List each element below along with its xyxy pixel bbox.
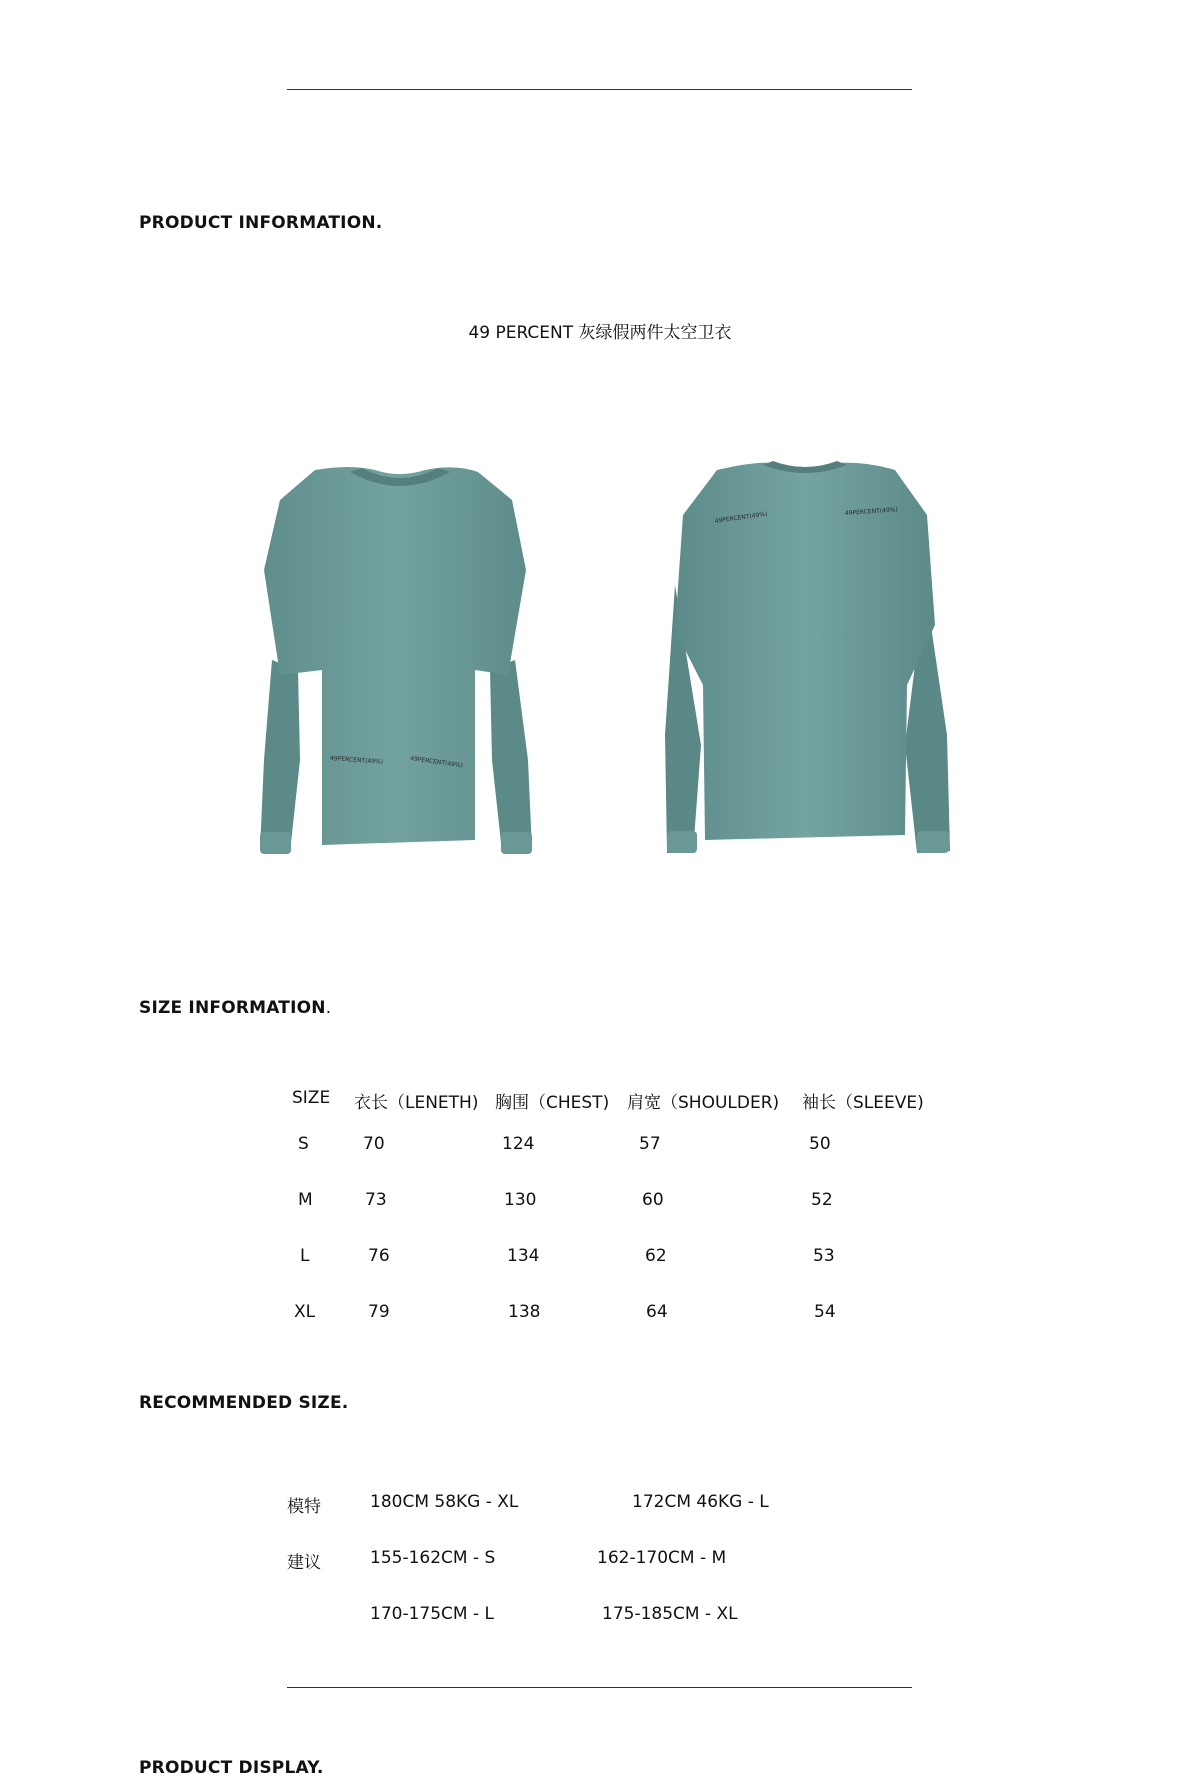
size-header-size: SIZE: [292, 1088, 331, 1108]
size-row-s-shoulder: 57: [639, 1134, 661, 1154]
size-row-m-sleeve: 52: [811, 1190, 833, 1210]
product-photo-back: [655, 455, 955, 855]
size-row-xl-size: XL: [294, 1302, 316, 1322]
suggest-s: 155-162CM - S: [370, 1548, 496, 1568]
size-row-m-shoulder: 60: [642, 1190, 664, 1210]
top-divider: [287, 89, 912, 90]
product-photo-front: [250, 460, 550, 865]
heading-size-information: [139, 998, 331, 1018]
back-print-right: 49PERCENT(49%): [844, 506, 899, 517]
suggest-label: 建议: [287, 1553, 321, 1573]
size-header-shoulder: 肩宽（SHOULDER): [627, 1093, 780, 1113]
product-title: 49 PERCENT 灰绿假两件太空卫衣: [468, 323, 732, 343]
size-header-sleeve: 袖长（SLEEVE): [802, 1093, 924, 1113]
suggest-xl: 175-185CM - XL: [602, 1604, 738, 1624]
size-row-s-size: S: [298, 1134, 309, 1154]
size-row-l-chest: 134: [507, 1246, 540, 1266]
size-row-xl-shoulder: 64: [646, 1302, 668, 1322]
size-header-length: 衣长（LENETH): [354, 1093, 479, 1113]
size-row-s-sleeve: 50: [809, 1134, 831, 1154]
size-row-m-chest: 130: [504, 1190, 537, 1210]
model-spec-1: 180CM 58KG - XL: [370, 1492, 519, 1512]
size-row-xl-sleeve: 54: [814, 1302, 836, 1322]
suggest-l: 170-175CM - L: [370, 1604, 494, 1624]
back-print-left: 49PERCENT(49%): [714, 510, 768, 525]
heading-size-information-text: SIZE INFORMATION: [139, 998, 326, 1018]
heading-size-information-dot: .: [325, 998, 332, 1018]
size-row-xl-length: 79: [368, 1302, 390, 1322]
size-row-s-chest: 124: [502, 1134, 535, 1154]
front-print-left: 49PERCENT(49%): [329, 755, 384, 766]
bottom-divider: [287, 1687, 912, 1688]
heading-product-information: PRODUCT INFORMATION.: [139, 213, 383, 233]
size-row-l-length: 76: [368, 1246, 390, 1266]
size-row-m-size: M: [298, 1190, 313, 1210]
heading-recommended-size: RECOMMENDED SIZE.: [139, 1393, 349, 1413]
front-print-right: 49PERCENT(49%): [409, 755, 464, 770]
size-row-xl-chest: 138: [508, 1302, 541, 1322]
size-header-chest: 胸围（CHEST): [495, 1093, 610, 1113]
model-spec-2: 172CM 46KG - L: [632, 1492, 769, 1512]
size-row-s-length: 70: [363, 1134, 385, 1154]
size-row-m-length: 73: [365, 1190, 387, 1210]
model-label: 模特: [287, 1497, 321, 1517]
size-row-l-sleeve: 53: [813, 1246, 835, 1266]
size-row-l-size: L: [300, 1246, 310, 1266]
size-row-l-shoulder: 62: [645, 1246, 667, 1266]
suggest-m: 162-170CM - M: [597, 1548, 727, 1568]
heading-product-display: PRODUCT DISPLAY.: [139, 1758, 324, 1778]
